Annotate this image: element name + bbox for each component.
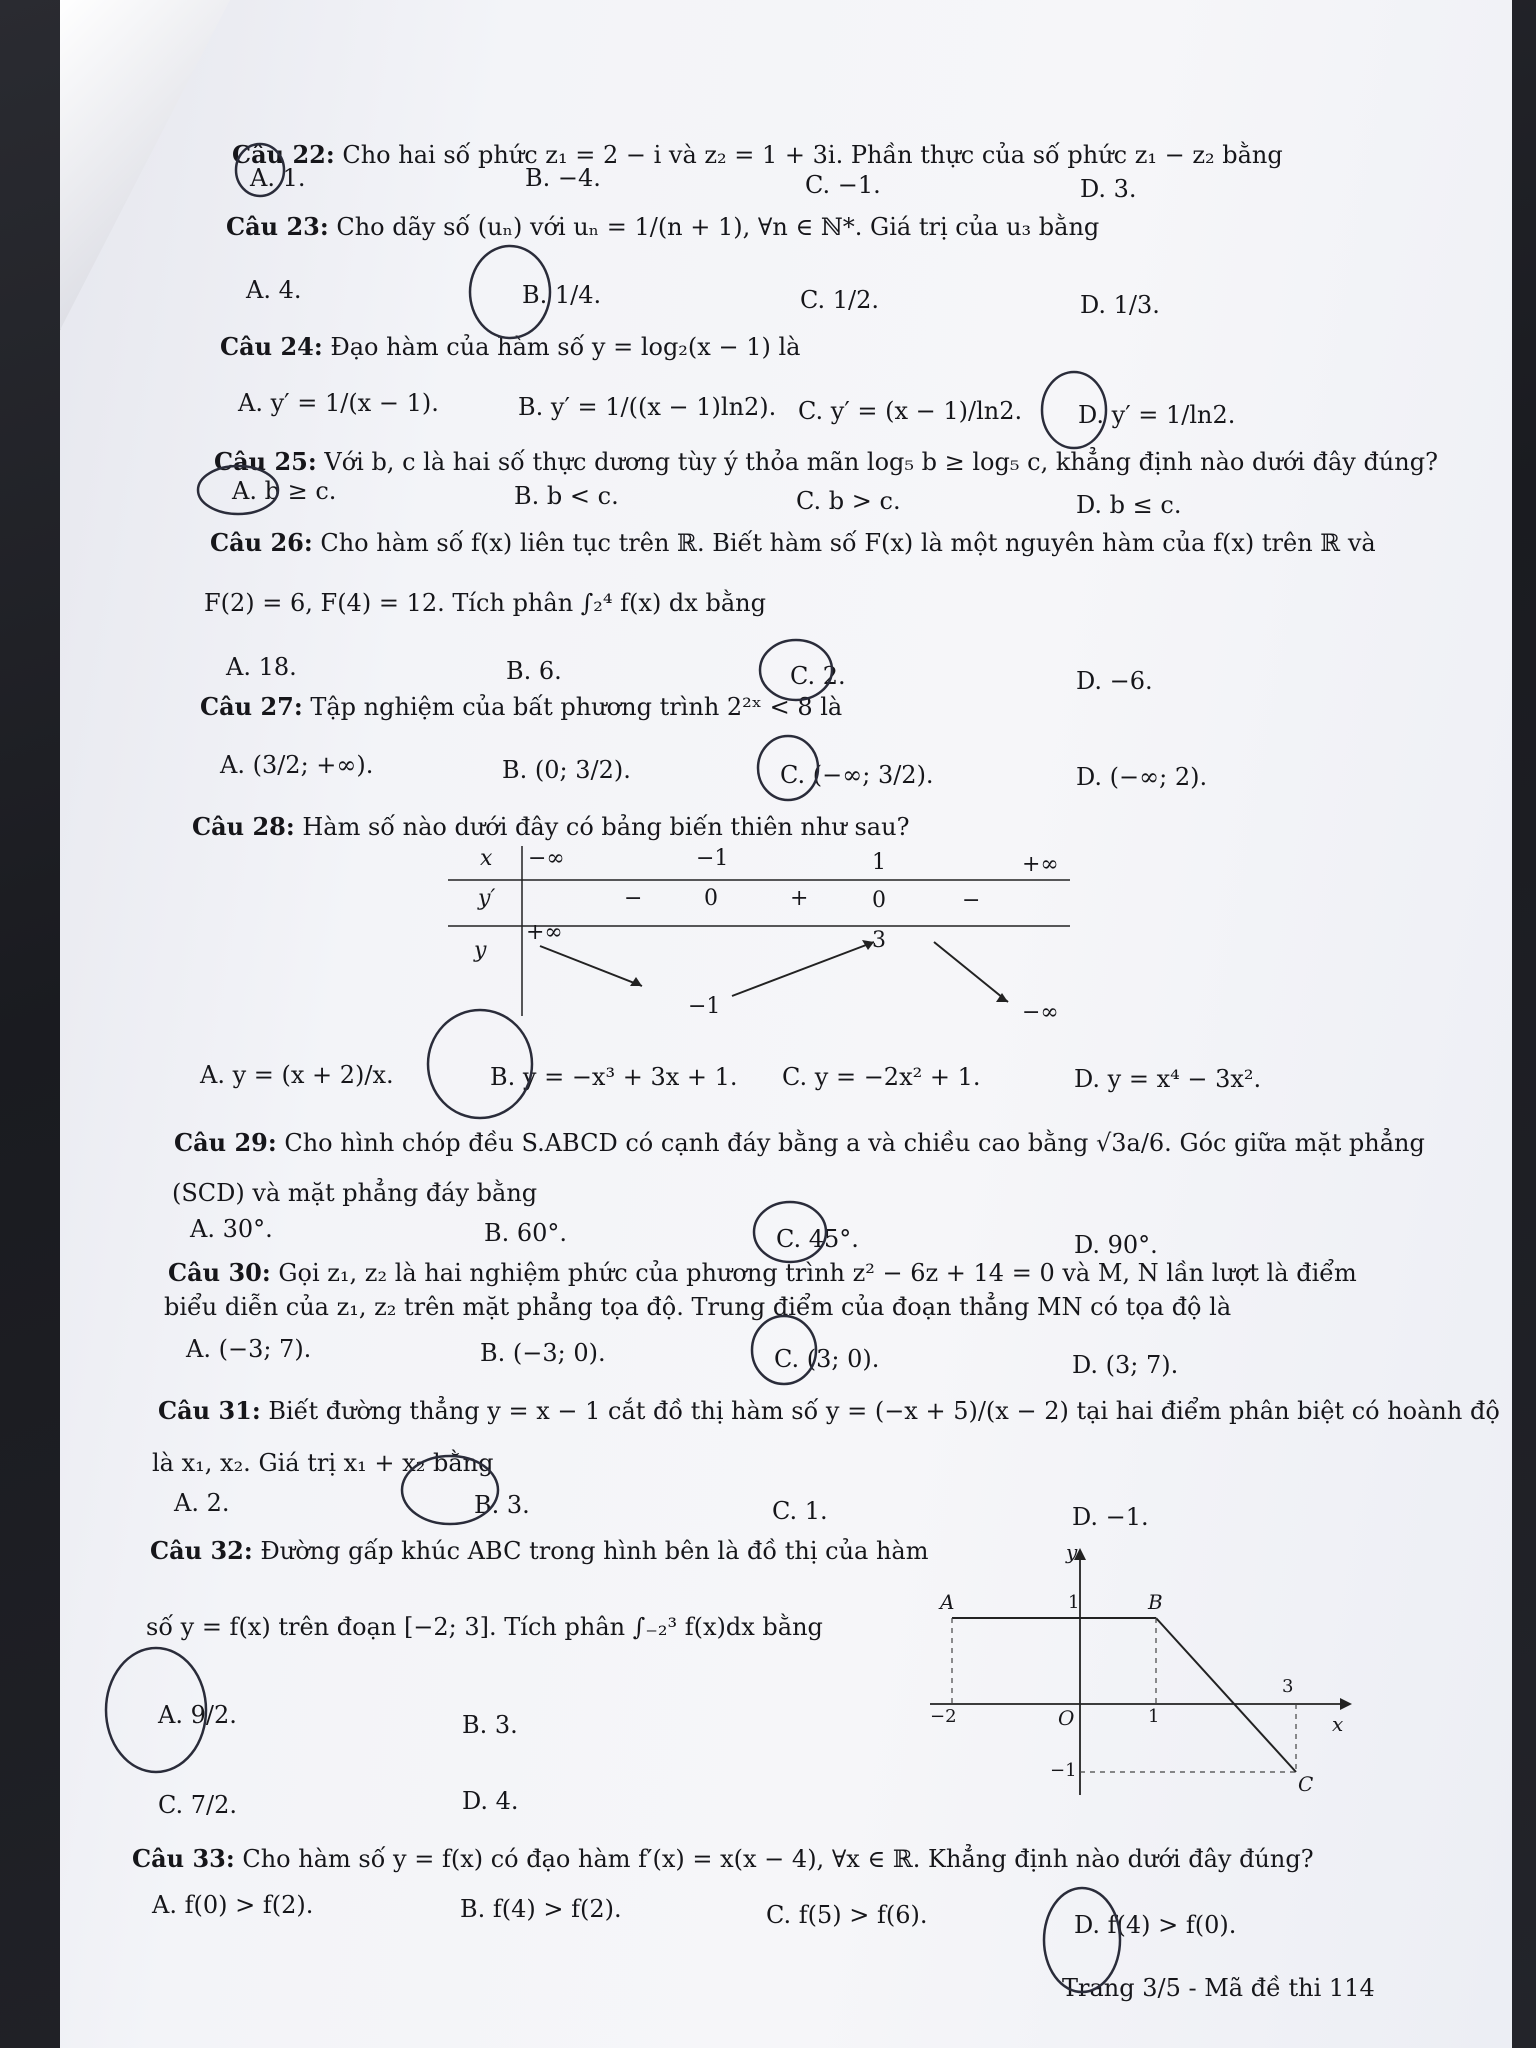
q31-option-c: C. 1. xyxy=(772,1497,828,1525)
answer-circle-mark xyxy=(198,466,278,514)
answer-circle-mark xyxy=(754,1202,826,1262)
question-text: Với b, c là hai số thực dương tùy ý thỏa mãn log₅ b ≥ log₅ c, khẳng định nào dưới đây đúng? xyxy=(324,448,1438,476)
answer-circle-mark xyxy=(236,144,284,196)
q31-option-b: B. 3. xyxy=(474,1491,530,1519)
yp-sign: + xyxy=(790,886,809,911)
tick-label: 1 xyxy=(1068,1592,1080,1613)
question-30-line2: biểu diễn của z₁, z₂ trên mặt phẳng tọa độ. Trung điểm của đoạn thẳng MN có tọa độ là xyxy=(164,1293,1232,1321)
yp-zero: 0 xyxy=(872,888,886,913)
y-value: +∞ xyxy=(526,920,563,945)
answer-circle-mark xyxy=(752,1316,816,1384)
q24-option-c: C. y′ = (x − 1)/ln2. xyxy=(798,397,1023,425)
question-text: Cho hàm số f(x) liên tục trên ℝ. Biết hàm số F(x) là một nguyên hàm của f(x) trên ℝ và xyxy=(320,529,1376,557)
q26-option-d: D. −6. xyxy=(1076,667,1153,695)
question-text: Đạo hàm của hàm số y = log₂(x − 1) là xyxy=(330,333,801,361)
q29-option-b: B. 60°. xyxy=(484,1219,568,1247)
q27-option-c: C. (−∞; 3/2). xyxy=(780,761,934,789)
q32-option-a: A. 9/2. xyxy=(158,1701,237,1729)
question-label: Câu 26: xyxy=(210,528,313,557)
question-label: Câu 27: xyxy=(200,692,303,721)
q28-option-c: C. y = −2x² + 1. xyxy=(782,1063,981,1091)
q22-option-c: C. −1. xyxy=(805,171,881,199)
q27-option-a: A. (3/2; +∞). xyxy=(220,751,374,779)
q26-option-c: C. 2. xyxy=(790,662,846,690)
answer-circle-mark xyxy=(106,1648,206,1772)
q22-option-b: B. −4. xyxy=(525,164,601,192)
axis-x-label: x xyxy=(1332,1712,1344,1736)
question-label: Câu 31: xyxy=(158,1396,261,1425)
q33-option-d: D. f(4) > f(0). xyxy=(1074,1911,1237,1939)
question-label: Câu 22: xyxy=(232,140,335,169)
q29-option-d: D. 90°. xyxy=(1074,1231,1158,1259)
question-text: Đường gấp khúc ABC trong hình bên là đồ thị của hàm xyxy=(260,1537,929,1565)
q30-option-c: C. (3; 0). xyxy=(774,1345,880,1373)
q30-option-d: D. (3; 7). xyxy=(1072,1351,1179,1379)
question-text: Cho hai số phức z₁ = 2 − i và z₂ = 1 + 3i. Phần thực của số phức z₁ − z₂ bằng xyxy=(342,141,1283,169)
table-yp-label: y′ xyxy=(478,886,496,911)
q33-option-b: B. f(4) > f(2). xyxy=(460,1895,622,1923)
question-label: Câu 28: xyxy=(192,812,295,841)
q26-option-a: A. 18. xyxy=(226,653,297,681)
q26-option-b: B. 6. xyxy=(506,657,562,685)
question-text: Gọi z₁, z₂ là hai nghiệm phức của phương trình z² − 6z + 14 = 0 và M, N lần lượt là điểm xyxy=(278,1259,1357,1287)
question-label: Câu 24: xyxy=(220,332,323,361)
point-b-label: B xyxy=(1148,1590,1163,1614)
answer-circle-mark xyxy=(428,1010,532,1118)
answer-circle-mark xyxy=(470,246,550,338)
point-a-label: A xyxy=(940,1590,955,1614)
question-31-line2: là x₁, x₂. Giá trị x₁ + x₂ bằng xyxy=(152,1449,494,1477)
x-value: −1 xyxy=(696,846,729,871)
table-x-label: x xyxy=(480,846,493,871)
q25-option-b: B. b < c. xyxy=(514,482,619,510)
q31-option-a: A. 2. xyxy=(174,1489,230,1517)
yp-sign: − xyxy=(962,888,981,913)
answer-circle-mark xyxy=(1042,372,1106,448)
question-32-line2: số y = f(x) trên đoạn [−2; 3]. Tích phân ∫₋₂³ f(x)dx bằng xyxy=(146,1613,823,1641)
answer-circle-mark xyxy=(758,736,818,800)
yp-sign: − xyxy=(624,886,643,911)
q32-option-c: C. 7/2. xyxy=(158,1791,238,1819)
q33-option-c: C. f(5) > f(6). xyxy=(766,1901,928,1929)
origin-label: O xyxy=(1058,1706,1075,1730)
q32-option-b: B. 3. xyxy=(462,1711,518,1739)
q28-option-d: D. y = x⁴ − 3x². xyxy=(1074,1065,1262,1093)
q27-option-b: B. (0; 3/2). xyxy=(502,756,631,784)
yp-zero: 0 xyxy=(704,886,718,911)
q30-option-b: B. (−3; 0). xyxy=(480,1339,606,1367)
answer-circle-mark xyxy=(1044,1888,1120,1992)
q28-option-a: A. y = (x + 2)/x. xyxy=(200,1061,394,1089)
question-text: Cho hình chóp đều S.ABCD có cạnh đáy bằng a và chiều cao bằng √3a/6. Góc giữa mặt phẳng xyxy=(284,1129,1425,1157)
q28-option-b: B. y = −x³ + 3x + 1. xyxy=(490,1063,738,1091)
q27-option-d: D. (−∞; 2). xyxy=(1076,763,1208,791)
q22-option-d: D. 3. xyxy=(1080,175,1137,203)
question-label: Câu 29: xyxy=(174,1128,277,1157)
x-value: −∞ xyxy=(528,846,565,871)
q24-option-b: B. y′ = 1/((x − 1)ln2). xyxy=(518,393,777,421)
question-26-line2: F(2) = 6, F(4) = 12. Tích phân ∫₂⁴ f(x) dx bằng xyxy=(204,589,766,617)
answer-circle-mark xyxy=(402,1456,498,1524)
question-text: Cho hàm số y = f(x) có đạo hàm f′(x) = x(x − 4), ∀x ∈ ℝ. Khẳng định nào dưới đây đúng? xyxy=(242,1845,1314,1873)
question-text: Biết đường thẳng y = x − 1 cắt đồ thị hàm số y = (−x + 5)/(x − 2) tại hai điểm phân biệt có hoành độ xyxy=(268,1397,1500,1425)
q29-option-a: A. 30°. xyxy=(190,1215,273,1243)
table-y-label: y xyxy=(474,938,487,963)
axis-y-label: y xyxy=(1066,1540,1078,1564)
question-label: Câu 33: xyxy=(132,1844,235,1873)
q25-option-d: D. b ≤ c. xyxy=(1076,491,1182,519)
question-text: Tập nghiệm của bất phương trình 2²ˣ < 8 là xyxy=(310,693,843,721)
question-label: Câu 23: xyxy=(226,212,329,241)
page-footer: Trang 3/5 - Mã đề thi 114 xyxy=(1062,1974,1375,2002)
q30-option-a: A. (−3; 7). xyxy=(186,1335,312,1363)
answer-circle-mark xyxy=(760,640,832,700)
q22-option-a: A. 1. xyxy=(250,164,306,192)
q24-option-d: D. y′ = 1/ln2. xyxy=(1078,401,1236,429)
question-29-line2: (SCD) và mặt phẳng đáy bằng xyxy=(172,1179,538,1207)
tick-label: −1 xyxy=(1050,1760,1077,1781)
q23-option-c: C. 1/2. xyxy=(800,286,880,314)
tick-label: 3 xyxy=(1282,1676,1294,1697)
q29-option-c: C. 45°. xyxy=(776,1225,859,1253)
question-label: Câu 25: xyxy=(214,447,317,476)
q23-option-a: A. 4. xyxy=(246,276,302,304)
q24-option-a: A. y′ = 1/(x − 1). xyxy=(238,389,439,417)
q31-option-d: D. −1. xyxy=(1072,1503,1149,1531)
q23-option-d: D. 1/3. xyxy=(1080,291,1160,319)
y-value: −∞ xyxy=(1022,1000,1059,1025)
q33-option-a: A. f(0) > f(2). xyxy=(152,1891,314,1919)
x-value: 1 xyxy=(872,850,886,875)
q25-option-c: C. b > c. xyxy=(796,487,901,515)
question-text: Cho dãy số (uₙ) với uₙ = 1/(n + 1), ∀n ∈ ℕ*. Giá trị của u₃ bằng xyxy=(336,213,1100,241)
q32-option-d: D. 4. xyxy=(462,1787,519,1815)
y-value: −1 xyxy=(688,994,721,1019)
tick-label: 1 xyxy=(1148,1706,1160,1727)
question-label: Câu 32: xyxy=(150,1536,253,1565)
x-value: +∞ xyxy=(1022,852,1059,877)
question-label: Câu 30: xyxy=(168,1258,271,1287)
tick-label: −2 xyxy=(930,1706,957,1727)
q23-option-b: B. 1/4. xyxy=(522,281,602,309)
question-text: Hàm số nào dưới đây có bảng biến thiên như sau? xyxy=(302,813,910,841)
q25-option-a: A. b ≥ c. xyxy=(232,477,337,505)
point-c-label: C xyxy=(1298,1772,1314,1796)
y-value: 3 xyxy=(872,928,886,953)
